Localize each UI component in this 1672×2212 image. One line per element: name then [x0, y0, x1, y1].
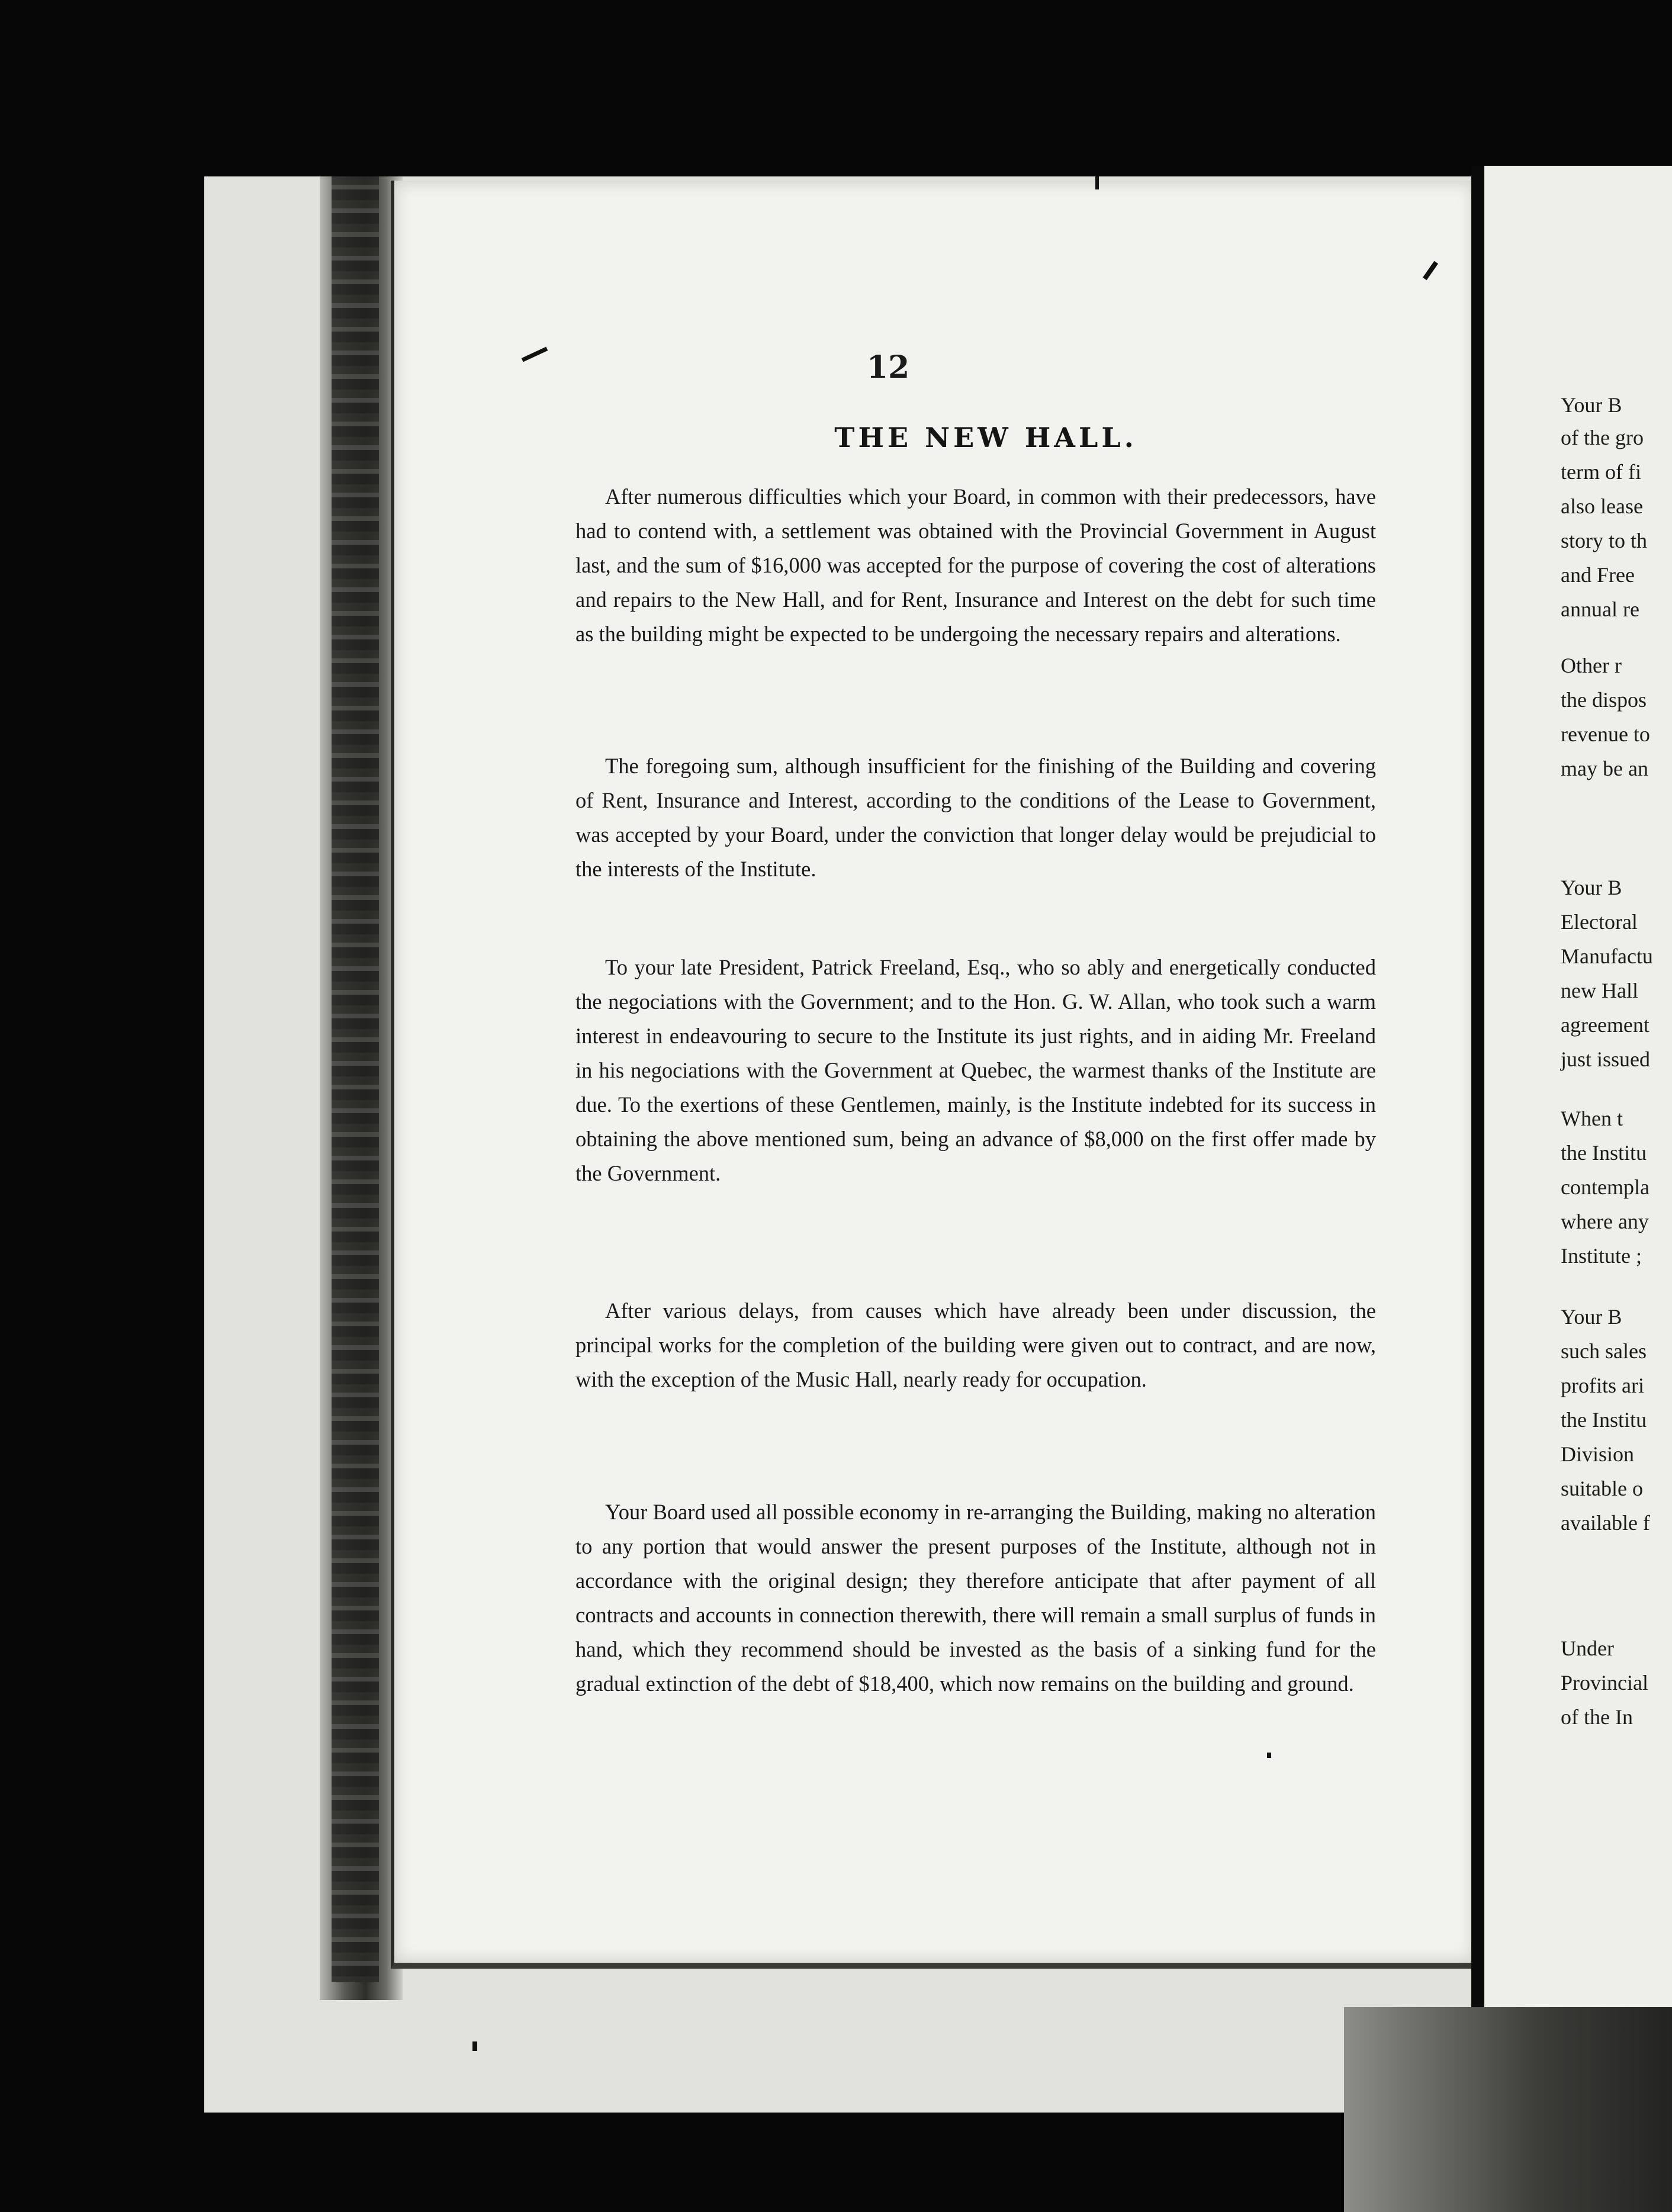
right-line: Electoral: [1561, 910, 1638, 934]
right-line: profits ari: [1561, 1374, 1644, 1397]
scan-speck: [1095, 176, 1099, 189]
right-line: Your B: [1561, 1305, 1622, 1329]
right-line: suitable o: [1561, 1477, 1643, 1500]
right-line: where any: [1561, 1210, 1649, 1233]
right-line: When t: [1561, 1107, 1623, 1130]
scan-speck: [472, 2041, 477, 2051]
right-line: Division: [1561, 1442, 1635, 1466]
right-line: and Free: [1561, 563, 1635, 587]
right-line: the Institu: [1561, 1141, 1647, 1165]
scan-edge-band: [1344, 2007, 1672, 2212]
right-line: also lease: [1561, 494, 1643, 518]
right-line: Your B: [1561, 393, 1622, 417]
right-line: Under: [1561, 1637, 1614, 1660]
right-line: the dispos: [1561, 688, 1647, 712]
right-line: revenue to: [1561, 722, 1650, 746]
right-line: may be an: [1561, 757, 1648, 780]
right-line: Provincial: [1561, 1671, 1648, 1695]
paragraph-thanks: To your late President, Patrick Freeland, Esq., who so ably and energetically conducted the negociations with the Government; and to the Hon. G. W. Allan, who took such a warm interest in endeavouring to secure to the Institute its just rights, and in aiding Mr. Freeland in his negociations with the Government at Quebec, the warmest thanks of the Institute are due. To the exertions of these Gentlemen, mainly, is the Institute indebted for its success in obtaining the above mentioned sum, being an advance of $8,000 on the first offer made by the Government.: [575, 955, 1376, 1185]
paragraph-delays: After various delays, from causes which have already been under discussion, the principal works for the completion of the building were given out to contract, and are now, with the exception of the Music Hall, nearly ready for occupation.: [575, 1298, 1376, 1391]
paragraph-settlement: After numerous difficulties which your Board, in common with their predecessors, have had to contend with, a settlement was obtained with the Provincial Government in August last, and the sum of $16,000 was accepted for the purpose of covering the cost of alterations and repairs to the New Hall, and for Rent, Insurance and Interest on the debt for such time as the building might be expected to be undergoing the necessary repairs and alterations.: [575, 484, 1376, 646]
page-edge-stack: [332, 176, 379, 1982]
right-line: of the In: [1561, 1705, 1633, 1729]
page-number: 12: [866, 349, 910, 385]
paragraph-foregoing-sum: The foregoing sum, although insufficient for the finishing of the Building and covering of Rent, Insurance and Interest, according to the conditions of the Lease to Government, was accepted by your Board, under the conviction that longer delay would be prejudicial to the interests of the Institute.: [575, 754, 1376, 881]
right-line: agreement: [1561, 1013, 1650, 1037]
right-line: term of fi: [1561, 460, 1641, 484]
right-line: just issued: [1561, 1047, 1651, 1071]
right-line: such sales: [1561, 1339, 1647, 1363]
right-line: the Institu: [1561, 1408, 1647, 1432]
right-line: contempla: [1561, 1175, 1650, 1199]
right-line: new Hall: [1561, 979, 1638, 1002]
book-gutter: [1471, 166, 1484, 2025]
paragraph-economy: Your Board used all possible economy in re-arranging the Building, making no alteration to any portion that would answer the present purposes of the Institute, although not in accordance with the original design; they therefore anticipate that after payment of all contracts and accounts in connection therewith, there will remain a small surplus of funds in hand, which they recommend should be invested as the basis of a sinking fund for the gradual extinction of the debt of $18,400, which now remains on the building and ground.: [575, 1500, 1376, 1696]
right-line: of the gro: [1561, 426, 1644, 449]
right-line: Manufactu: [1561, 944, 1653, 968]
section-heading: THE NEW HALL.: [834, 422, 1137, 454]
right-line: annual re: [1561, 597, 1639, 621]
right-line: Institute ;: [1561, 1244, 1642, 1268]
right-line: Your B: [1561, 876, 1622, 899]
scan-speck: [1267, 1753, 1271, 1758]
right-line: story to th: [1561, 529, 1648, 552]
right-line: Other r: [1561, 654, 1622, 677]
right-line: available f: [1561, 1511, 1650, 1535]
